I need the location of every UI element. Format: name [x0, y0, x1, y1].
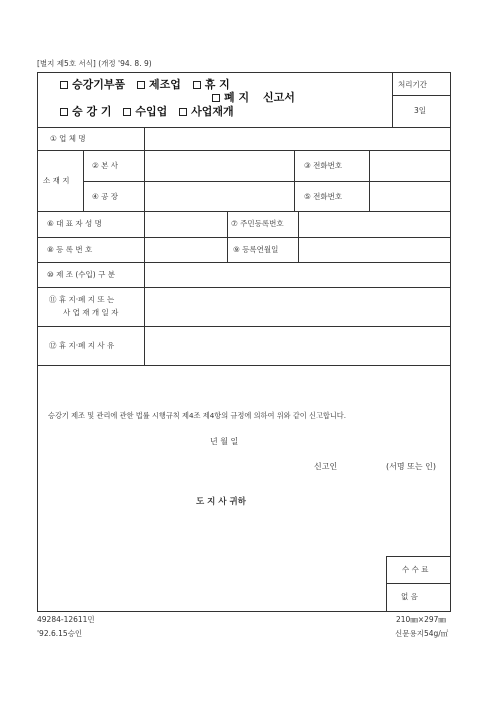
fee-col-line [386, 556, 387, 612]
id-col-left [227, 211, 228, 262]
form-right-border [450, 72, 451, 612]
row-line [37, 287, 451, 288]
phone-label-2: ⑤ 전화번호 [304, 192, 343, 201]
business-name-label: ① 업 체 명 [50, 134, 86, 143]
approval-date: '92.6.15승인 [37, 629, 83, 638]
id-col-right [298, 211, 299, 262]
date-line: 년 월 일 [210, 437, 239, 446]
resident-no-label: ⑦ 주민등록번호 [231, 219, 284, 228]
row-line [37, 262, 451, 263]
checkbox-icon[interactable] [179, 108, 187, 116]
row-line [37, 150, 451, 151]
addressee: 도 지 사 귀하 [196, 497, 246, 507]
processing-value: 3일 [414, 106, 427, 115]
form-reference: [별지 제5호 서식] (개정 '94. 8. 9) [37, 59, 152, 68]
row-line [83, 181, 451, 182]
category-label: ⑩ 제 조 (수입) 구 분 [47, 270, 115, 279]
checkbox-icon[interactable] [137, 81, 145, 89]
signature-label: (서명 또는 인) [386, 462, 436, 471]
representative-label: ⑥ 대 표 자 성 명 [47, 219, 102, 228]
checkbox-icon[interactable] [60, 81, 68, 89]
processing-divider [392, 72, 393, 127]
form-bottom-border [37, 611, 451, 612]
reason-label: ⑫ 휴 지·폐 지 사 유 [49, 341, 115, 350]
reg-no-label: ⑧ 등 록 번 호 [47, 245, 93, 254]
suspend-date-label-2: 사 업 재 개 일 자 [63, 308, 119, 317]
phone-col-right [369, 150, 370, 211]
processing-label: 처리기간 [398, 80, 427, 89]
checkbox-icon[interactable] [60, 108, 68, 116]
row-line [37, 326, 451, 327]
paper-size: 210㎜×297㎜ [396, 615, 446, 624]
fee-label: 수 수 료 [402, 565, 429, 574]
phone-label-1: ③ 전화번호 [304, 161, 343, 170]
phone-col-left [294, 150, 295, 211]
suspend-date-label-1: ⑪ 휴 지·폐 지 또 는 [49, 295, 115, 304]
location-label: 소 재 지 [43, 176, 70, 185]
applicant-label: 신고인 [314, 462, 338, 471]
location-col-line [83, 150, 84, 211]
title-line-3: 승 강 기 수입업 사업재개 [60, 106, 234, 117]
title-line-2: 폐 지 신고서 [212, 92, 295, 103]
form-top-border [37, 72, 451, 73]
fee-mid-line [386, 583, 450, 584]
title-line-1: 승강기부품 제조업 휴 지 [60, 79, 230, 90]
label-col-line [144, 127, 145, 365]
fee-top-line [386, 556, 450, 557]
processing-mid-line [392, 95, 450, 96]
row-line [37, 237, 451, 238]
checkbox-icon[interactable] [193, 81, 201, 89]
fee-value: 없 음 [401, 592, 418, 601]
row-line [37, 365, 451, 366]
row-line [37, 211, 451, 212]
form-left-border [37, 72, 38, 612]
checkbox-icon[interactable] [123, 108, 131, 116]
declaration-text: 승강기 제조 및 관리에 관한 법률 시행규칙 제4조 제4항의 규정에 의하여 위와 같이 신고합니다. [48, 411, 347, 420]
reg-date-label: ⑨ 등록연월일 [233, 245, 279, 254]
factory-label: ④ 공 장 [92, 192, 118, 201]
row-line [37, 127, 451, 128]
head-office-label: ② 본 사 [92, 161, 118, 170]
form-code: 49284-12611민 [37, 615, 95, 624]
checkbox-icon[interactable] [212, 94, 220, 102]
paper-type: 신문용지54g/㎡ [395, 629, 449, 638]
